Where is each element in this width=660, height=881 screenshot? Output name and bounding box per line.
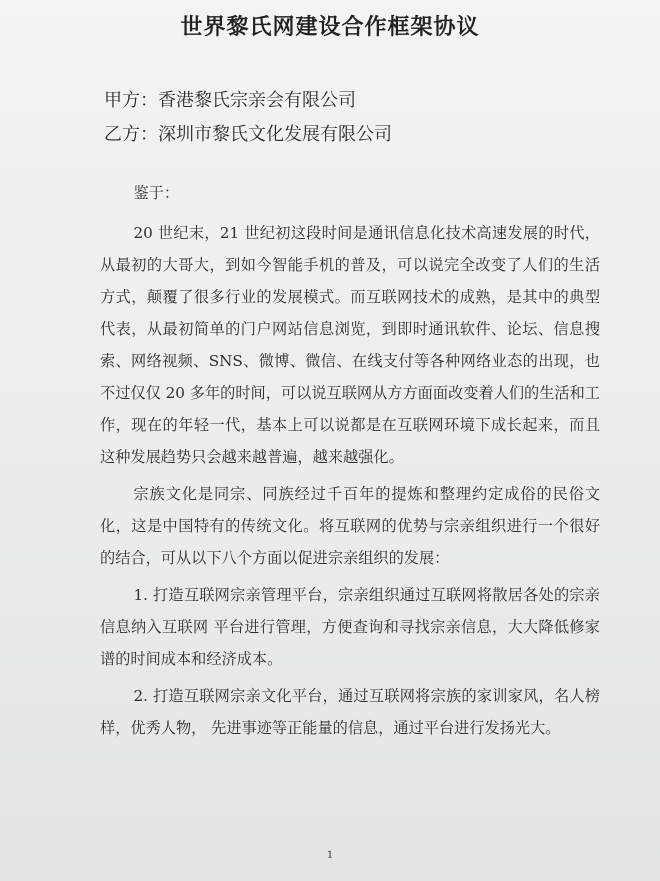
page-number: 1 (326, 850, 334, 861)
intro-label: 鉴于： (133, 184, 179, 202)
paragraph-clan-culture: 宗族文化是同宗、同族经过千百年的提炼和整理约定成俗的民俗文化，这是中国特有的传统文化。将互联网的优势与宗亲组织进行一个很好的结合，可从以下八个方面以促进宗亲组织的发展： (100, 485, 600, 567)
document-title: 世界黎氏网建设合作框架协议 (180, 14, 480, 40)
paragraph-item-1: 1. 打造互联网宗亲管理平台，宗亲组织通过互联网将散居各处的宗亲信息纳入互联网 平台进行管理，方便查询和寻找宗亲信息，大大降低修家谱的时间成本和经济成本。 (100, 586, 600, 668)
agreement-body (100, 177, 600, 744)
paragraph-item-2: 2. 打造互联网宗亲文化平台，通过互联网将宗族的家训家风，名人榜样，优秀人物， 先进事迹等正能量的信息，通过平台进行发扬光大。 (100, 687, 600, 737)
party-a: 甲方：香港黎氏宗亲会有限公司 (104, 90, 356, 111)
party-b: 乙方：深圳市黎氏文化发展有限公司 (104, 124, 392, 145)
paragraph-background: 20 世纪末，21 世纪初这段时间是通讯信息化技术高速发展的时代，从最初的大哥大，到如今智能手机的普及，可以说完全改变了人们的生活方式，颠覆了很多行业的发展模式。而互联网技术的成熟，是其中的典型代表，从最初简单的门户网站信息浏览，到即时通讯软件、论坛、信息搜索、网络视频、SNS、微博、微信、在线支付等各种网络业态的出现，也不过仅仅 20 多年的时间，可以说互联网从方方面面改变着人们的生活和工作，现在的年轻一代，基本上可以说都是在互联网环境下成长起来，而且这种发展趋势只会越来越普遍，越来越强化。 (100, 224, 600, 466)
